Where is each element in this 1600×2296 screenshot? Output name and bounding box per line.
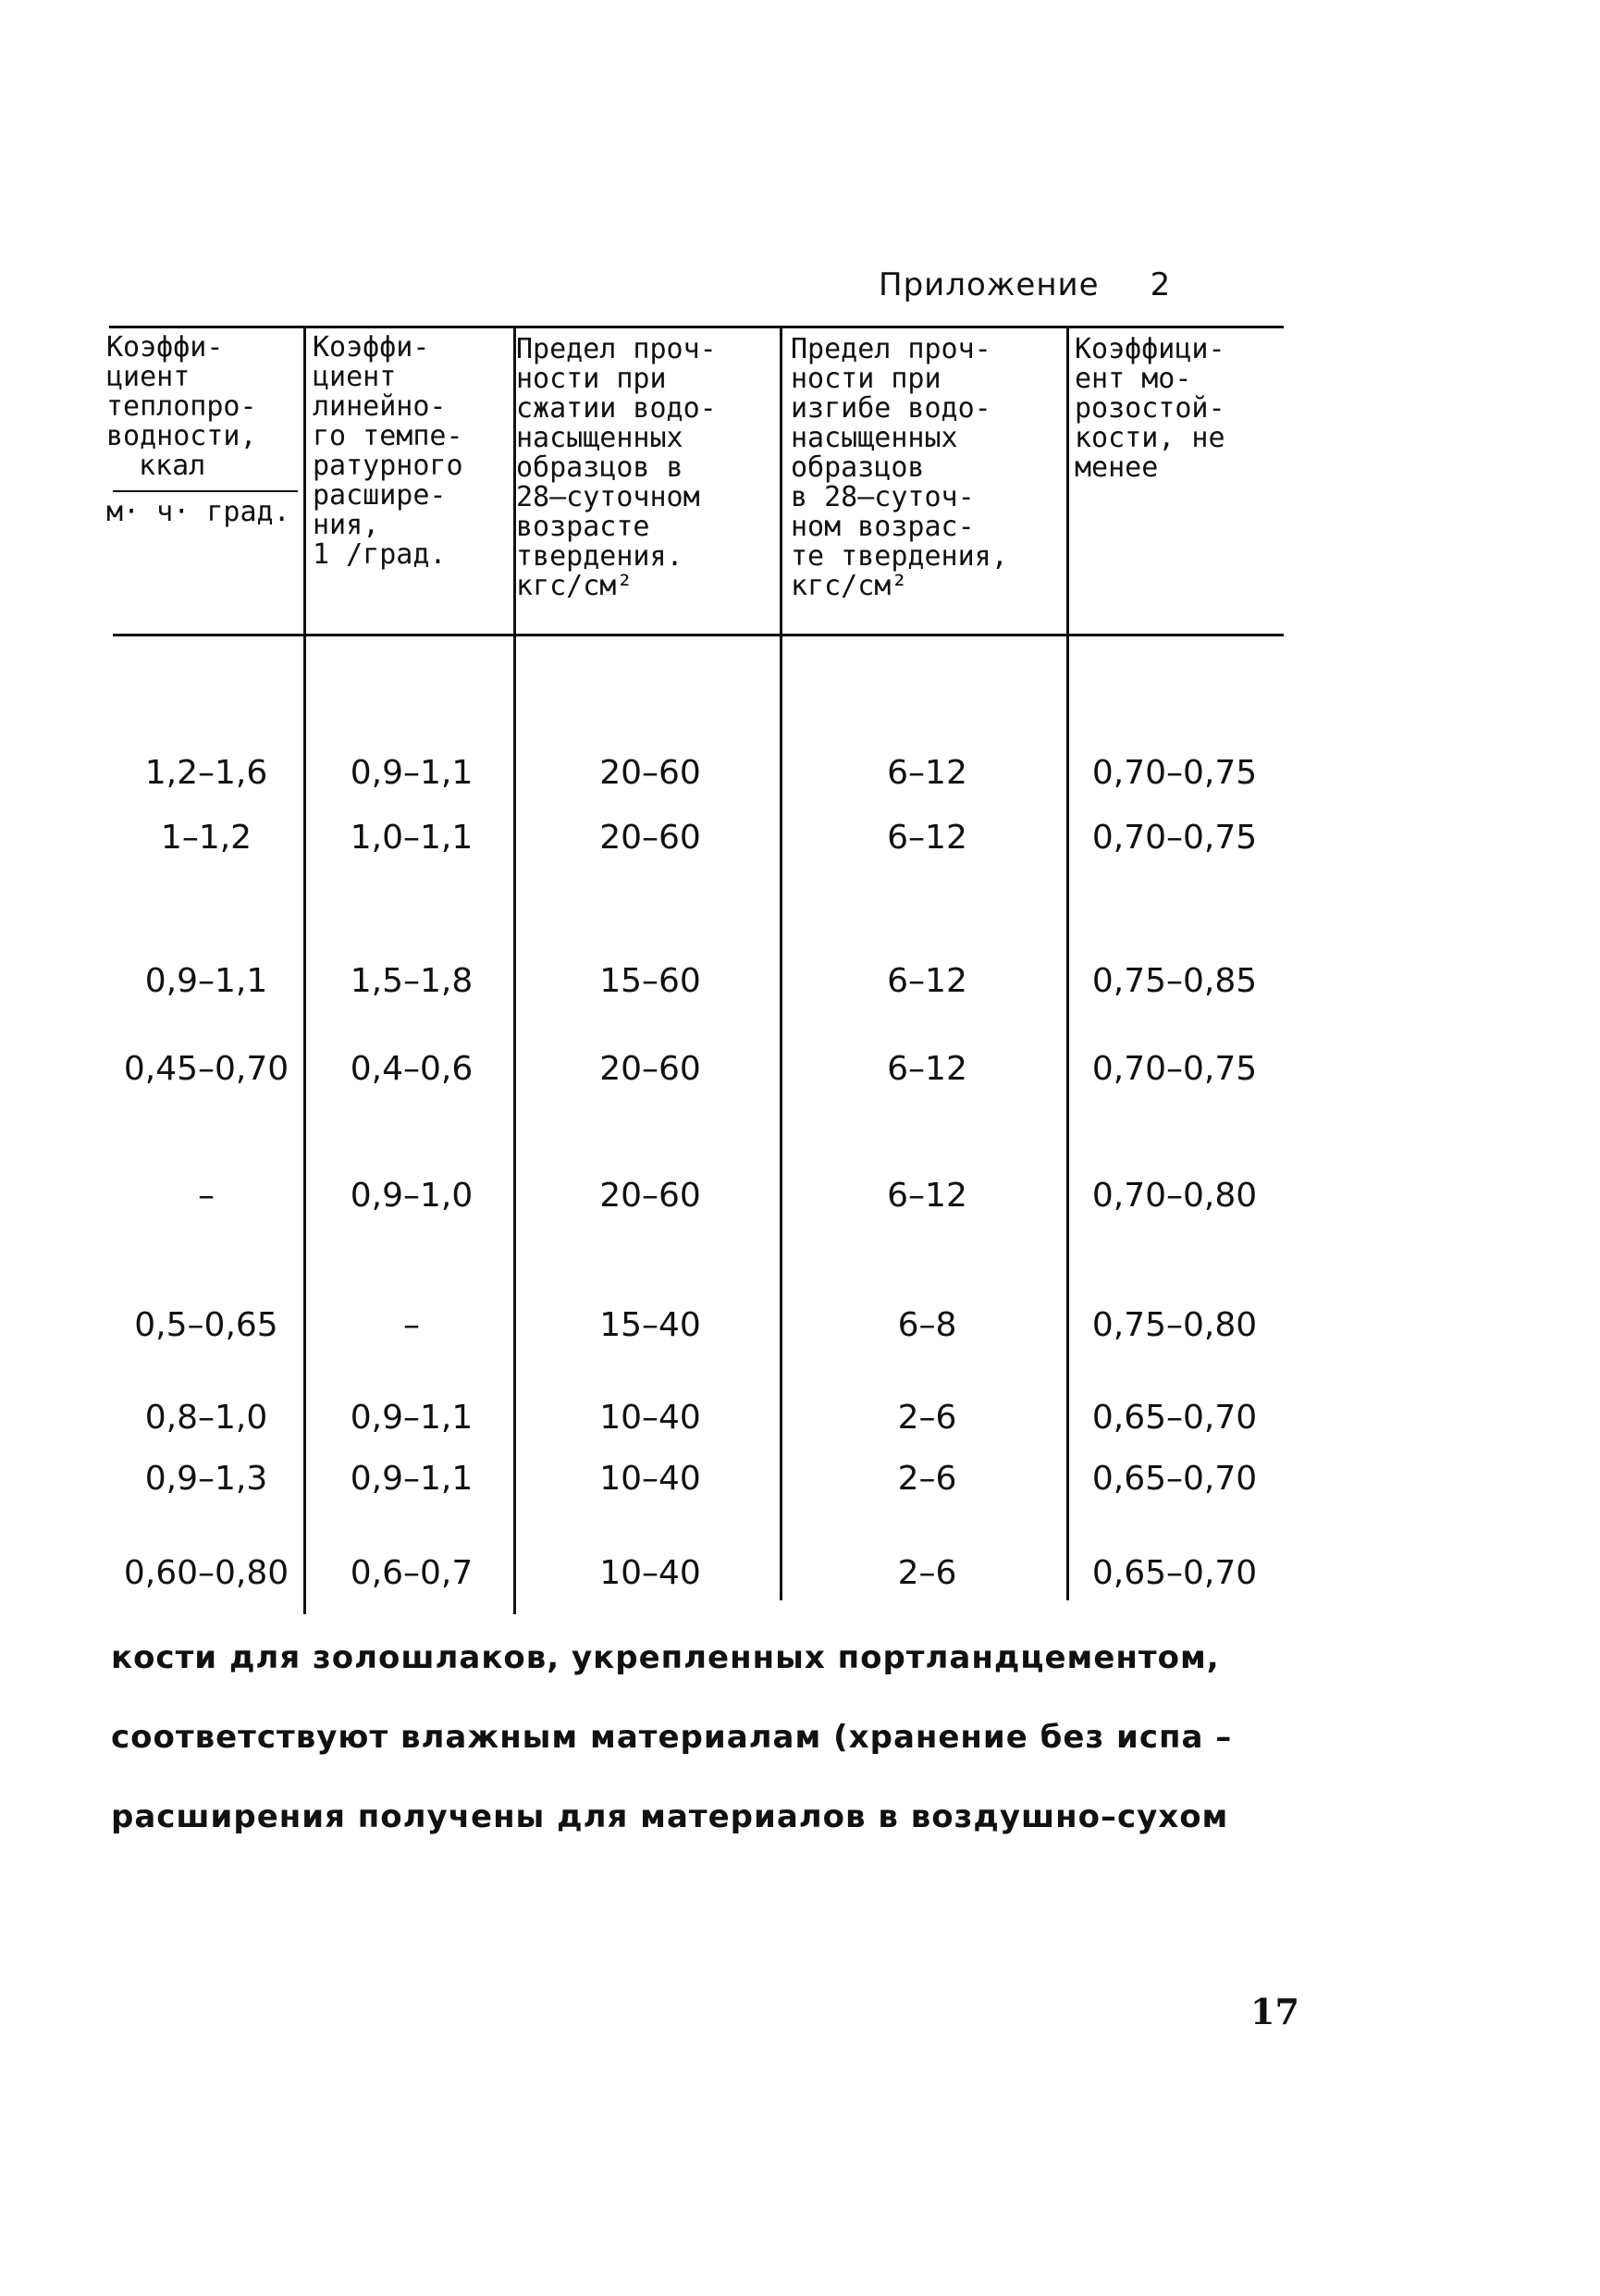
cell-flexural: 6–12 (887, 819, 967, 857)
cell-flexural: 6–8 (897, 1306, 957, 1344)
cell-compressive: 15–40 (599, 1306, 701, 1344)
appendix-caption (879, 266, 1171, 303)
cell-frost: 0,65–0,70 (1091, 1554, 1258, 1592)
header-compressive-strength: Предел проч- ности при сжатии водо- насыщенных образцов в 28–суточном возрасте твердения. кгс/см² (516, 333, 717, 602)
cell-thermal: – (198, 1177, 215, 1215)
cell-flexural: 2–6 (897, 1554, 957, 1592)
cell-flexural: 2–6 (897, 1399, 957, 1437)
cell-frost: 0,65–0,70 (1091, 1460, 1258, 1498)
cell-expansion: 0,9–1,0 (350, 1177, 474, 1215)
header-frost-resistance: Коэффици- ент мо- розостой- кости, не менее (1075, 333, 1225, 484)
cell-compressive: 15–60 (599, 962, 701, 1000)
cell-flexural: 6–12 (887, 1050, 967, 1088)
header-linear-expansion: Коэффи- циент линейно- го темпе- ратурного расшире- ния, 1 /град. (313, 331, 463, 571)
cell-thermal: 1,2–1,6 (144, 754, 268, 792)
header-thermal-unit-numerator: ккал (139, 450, 206, 482)
page-number: 17 (1250, 1991, 1299, 2032)
cell-expansion: – (403, 1306, 420, 1344)
cell-expansion: 1,0–1,1 (350, 819, 474, 857)
cell-flexural: 6–12 (887, 962, 967, 1000)
cell-thermal: 0,9–1,3 (144, 1460, 268, 1498)
cell-expansion: 0,9–1,1 (350, 754, 474, 792)
header-thermal-unit-denominator: м· ч· град. (106, 496, 290, 528)
cell-compressive: 20–60 (599, 819, 701, 857)
appendix-label: Приложение (879, 266, 1100, 303)
cell-flexural: 6–12 (887, 754, 967, 792)
unit-fraction-line (113, 490, 298, 492)
cell-compressive: 20–60 (599, 1050, 701, 1088)
header-thermal-conductivity: Коэффи- циент теплопро- водности, (106, 331, 257, 452)
cell-compressive: 20–60 (599, 1177, 701, 1215)
cell-compressive: 10–40 (599, 1554, 701, 1592)
column-divider-1 (303, 328, 306, 1614)
appendix-number: 2 (1150, 266, 1172, 303)
note-line: кости для золошлаков, укрепленных портландцементом, (111, 1639, 1220, 1676)
note-line: расширения получены для материалов в воздушно–сухом (111, 1798, 1229, 1835)
cell-frost: 0,75–0,80 (1091, 1306, 1258, 1344)
cell-thermal: 1–1,2 (160, 819, 252, 857)
cell-frost: 0,65–0,70 (1091, 1399, 1258, 1437)
cell-compressive: 10–40 (599, 1399, 701, 1437)
cell-expansion: 0,9–1,1 (350, 1460, 474, 1498)
note-line: соответствуют влажным материалам (хранение без испа – (111, 1719, 1233, 1756)
cell-expansion: 0,9–1,1 (350, 1399, 474, 1437)
cell-thermal: 0,5–0,65 (134, 1306, 278, 1344)
cell-frost: 0,70–0,75 (1091, 1050, 1258, 1088)
cell-expansion: 0,6–0,7 (350, 1554, 474, 1592)
cell-thermal: 0,45–0,70 (123, 1050, 289, 1088)
header-flexural-strength: Предел проч- ности при изгибе водо- насыщенных образцов в 28–суточ- ном возрас- те твердения, кгс/см² (791, 333, 1008, 602)
cell-thermal: 0,60–0,80 (123, 1554, 289, 1592)
cell-flexural: 2–6 (897, 1460, 957, 1498)
cell-frost: 0,70–0,80 (1091, 1177, 1258, 1215)
cell-frost: 0,70–0,75 (1091, 819, 1258, 857)
cell-frost: 0,70–0,75 (1091, 754, 1258, 792)
table-header-rule (113, 634, 1284, 636)
cell-thermal: 0,8–1,0 (144, 1399, 268, 1437)
cell-expansion: 1,5–1,8 (350, 962, 474, 1000)
cell-thermal: 0,9–1,1 (144, 962, 268, 1000)
cell-flexural: 6–12 (887, 1177, 967, 1215)
cell-expansion: 0,4–0,6 (350, 1050, 474, 1088)
table-top-rule (109, 326, 1284, 328)
cell-compressive: 20–60 (599, 754, 701, 792)
cell-frost: 0,75–0,85 (1091, 962, 1258, 1000)
cell-compressive: 10–40 (599, 1460, 701, 1498)
